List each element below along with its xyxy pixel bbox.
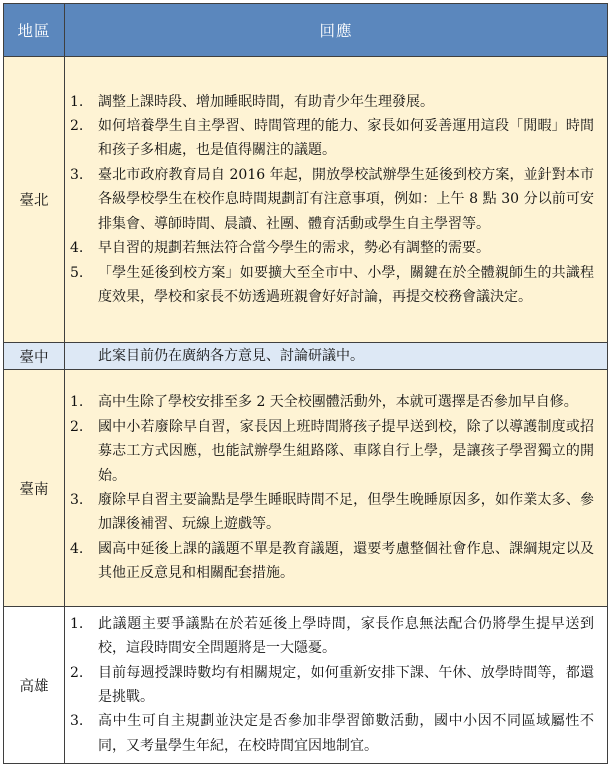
item-number: 1.	[70, 394, 84, 411]
list-item	[70, 612, 594, 661]
item-text: 國高中延後上課的議題不單是教育議題，還要考慮整個社會作息、課綱規定以及其他正反意見和相關配套措施。	[98, 540, 594, 582]
table-header-row	[4, 4, 608, 57]
list-item	[70, 163, 594, 236]
response-cell	[65, 57, 608, 343]
list-item	[70, 390, 594, 414]
responses-table	[3, 3, 608, 764]
table-row-kaohsiung	[4, 607, 608, 764]
item-number: 2.	[70, 418, 84, 435]
response-cell	[65, 607, 608, 764]
item-number: 5.	[70, 264, 84, 281]
item-text: 高中生可自主規劃並決定是否參加非學習節數活動，國中小因不同區域屬性不同，又考量學生年紀，在校時間宜因地制宜。	[98, 713, 594, 754]
region-cell: 臺南	[4, 370, 65, 607]
item-text: 國中小若廢除早自習，家長因上班時間將孩子提早送到校，除了以導護制度或招募志工方式因應，也能試辦學生組路隊、車隊自行上學，是讓孩子學習獨立的開始。	[98, 418, 594, 484]
response-list	[66, 388, 606, 587]
item-text: 早自習的規劃若無法符合當今學生的需求，勢必有調整的需要。	[98, 240, 490, 257]
item-text: 此議題主要爭議點在於若延後上學時間，家長作息無法配合仍將學生提早送到校，這段時間安全問題將是一大隱憂。	[98, 615, 594, 657]
item-number: 2.	[70, 118, 84, 135]
list-item	[70, 415, 594, 488]
list-item	[70, 488, 594, 537]
item-text: 調整上課時段、增加睡眠時間，有助青少年生理發展。	[98, 93, 434, 110]
item-number: 4.	[70, 240, 84, 257]
list-item	[70, 236, 594, 260]
item-text: 目前每週授課時數均有相關規定，如何重新安排下課、午休、放學時間等，都還是挑戰。	[98, 664, 594, 705]
item-text: 如何培養學生自主學習、時間管理的能力、家長如何妥善運用這段「閒暇」時間和孩子多相處，也是值得關注的議題。	[98, 118, 594, 159]
list-item	[70, 709, 594, 758]
table-row-taipei	[4, 57, 608, 343]
response-list	[66, 88, 606, 312]
item-text: 臺北市政府教育局自 2016 年起，開放學校試辦學生延後到校方案，並針對本市各級學校學生在校作息時間規劃訂有注意事項，例如：上午 8 點 30 分以前可安排集會、導師時間、晨讀、社團、體育活動或學生自主學習等。	[98, 166, 594, 232]
response-cell	[65, 370, 608, 607]
table-row-taichung	[4, 343, 608, 370]
item-number: 3.	[70, 166, 84, 183]
list-item	[70, 661, 594, 710]
item-text: 「學生延後到校方案」如要擴大至全市中、小學，關鍵在於全體親師生的共識程度效果，學校和家長不妨透過班親會好好討論，再提交校務會議決定。	[98, 264, 594, 305]
region-cell: 高雄	[4, 607, 65, 764]
header-region: 地區	[4, 4, 65, 57]
list-item	[70, 537, 594, 586]
item-text: 廢除早自習主要論點是學生睡眠時間不足，但學生晚睡原因多，如作業太多、參加課後補習、玩線上遊戲等。	[98, 492, 594, 533]
region-cell: 臺北	[4, 57, 65, 343]
list-item	[70, 114, 594, 163]
item-number: 3.	[70, 713, 84, 730]
table-row-tainan	[4, 370, 608, 607]
item-number: 3.	[70, 492, 84, 508]
item-number: 4.	[70, 540, 84, 557]
response-list	[66, 610, 606, 760]
list-item	[70, 90, 594, 114]
item-text: 高中生除了學校安排至多 2 天全校團體活動外，本就可選擇是否參加早自修。	[98, 394, 578, 411]
region-cell: 臺中	[4, 343, 65, 370]
list-item	[70, 261, 594, 310]
item-number: 2.	[70, 664, 84, 681]
header-response: 回應	[65, 4, 608, 57]
response-note: 此案目前仍在廣納各方意見、討論研議中。	[65, 343, 608, 370]
item-number: 1.	[70, 615, 84, 632]
item-number: 1.	[70, 93, 84, 110]
